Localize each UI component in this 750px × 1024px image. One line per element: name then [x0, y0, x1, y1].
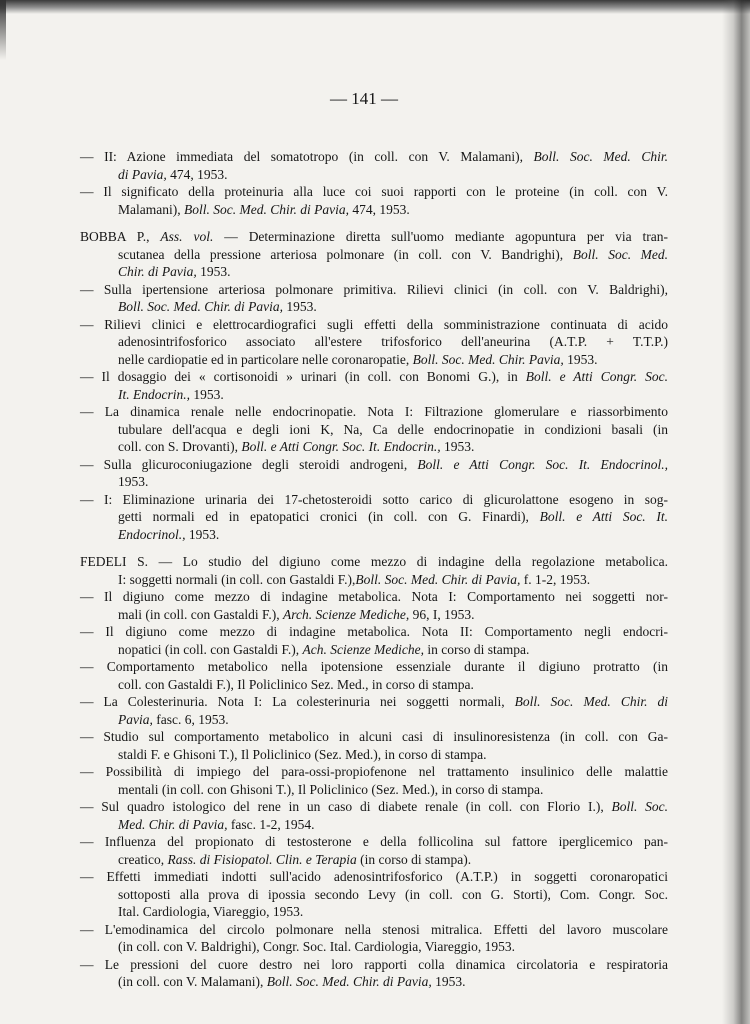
journal-citation: Boll. Soc. Med. Chir.: [533, 149, 668, 164]
entry-text: 1953.: [563, 351, 598, 367]
bibliography-entry: [80, 956, 668, 991]
bibliography-entry: [80, 588, 668, 623]
bibliography-entry: [80, 281, 668, 316]
bibliography-entry: [80, 763, 668, 798]
journal-citation: Boll. Soc.: [611, 799, 668, 814]
entry-line: [80, 676, 668, 694]
entry-line: [80, 693, 668, 711]
section-fedeli: [80, 553, 668, 991]
entry-text: (in corso di stampa).: [356, 851, 472, 867]
entry-text: — Il digiuno come mezzo di indagine metabolica. Nota II: Comportamento negli endocri-: [80, 624, 668, 639]
entry-line: [80, 491, 668, 509]
bibliography-entry: [80, 868, 668, 921]
entry-text: tubulare dell'acqua e degli ioni K, Na, Ca delle endocrinopatie in condizioni basali (in: [118, 421, 668, 437]
journal-citation: Boll. Soc. Med. Chir. di: [514, 694, 668, 709]
entry-line: [80, 921, 668, 939]
entry-line: [80, 973, 668, 991]
journal-citation: Med. Chir. di Pavia,: [118, 816, 228, 832]
entry-text: 1953.: [185, 526, 220, 542]
entry-text: 1953.: [431, 974, 466, 989]
page-number: — 141 —: [330, 89, 398, 108]
entry-line: [80, 456, 668, 474]
journal-citation: Boll. e Atti Congr. Soc.: [525, 369, 669, 384]
journal-citation: di Pavia,: [118, 166, 167, 182]
entry-text: 1953.: [118, 474, 149, 489]
entry-line: [80, 526, 668, 544]
entry-line: [80, 148, 668, 166]
entry-line: [80, 351, 668, 369]
entry-text: scutanea della pressione arteriosa polmonare (in coll. con V. Bandrighi),: [118, 246, 573, 262]
entry-text: 1953.: [282, 299, 317, 314]
bibliography-entry: [80, 183, 668, 218]
entry-text: — Studio sul comportamento metabolico in alcuni casi di insulinoresistenza (in coll. con Ga-: [80, 729, 668, 744]
entry-line: [80, 316, 668, 334]
entry-line: [80, 606, 668, 624]
entry-text: — Rilievi clinici e elettrocardiografici sugli effetti della somministrazione continuata di acido: [80, 316, 668, 332]
entry-text: Malamani),: [118, 201, 184, 217]
entry-text: 474, 1953.: [166, 166, 228, 182]
bibliography-entry: [80, 693, 668, 728]
entry-line: [80, 833, 668, 851]
entry-text: — Il dosaggio dei « cortisonoidi » urinari (in coll. con Bonomi G.), in: [80, 369, 526, 384]
entry-text: BOBBA P.,: [80, 229, 161, 244]
entry-line: [80, 473, 668, 491]
entry-text: adenosintrifosforico associato all'estere trifosforico dell'aneurina (A.T.P. + T.T.P.): [118, 334, 668, 349]
bibliography-entry: [80, 798, 668, 833]
entry-text: (in coll. con V. Malamani),: [118, 974, 267, 989]
entry-text: — Sulla ipertensione arteriosa polmonare primitiva. Rilievi clinici (in coll. con V. Baldrighi),: [80, 281, 668, 297]
entry-line: [80, 508, 668, 526]
entry-line: [80, 298, 668, 316]
journal-citation: Boll. Soc. Med. Chir. di Pavia,: [266, 974, 432, 989]
bibliography-entry: [80, 658, 668, 693]
entry-text: mentali (in coll. con Ghisoni T.), Il Policlinico (Sez. Med.), in corso di stampa.: [118, 781, 544, 797]
entry-line: [80, 263, 668, 281]
entry-line: [80, 763, 668, 781]
entry-text: nopatici (in coll. con Gastaldi F.),: [118, 641, 303, 657]
entry-text: — Determinazione diretta sull'uomo mediante agopuntura per via tran-: [213, 229, 668, 244]
bibliography-entry: [80, 553, 668, 588]
entry-line: [80, 588, 668, 606]
journal-citation: Ass. vol.: [160, 229, 214, 244]
entry-line: [80, 956, 668, 974]
journal-citation: Endocrinol.,: [118, 526, 186, 542]
entry-text: — Il significato della proteinuria alla luce coi suoi rapporti con le proteine (in coll. con V.: [80, 184, 668, 199]
bibliography-entry: [80, 833, 668, 868]
journal-citation: Arch. Scienze Mediche,: [283, 606, 410, 622]
entry-line: [80, 798, 668, 816]
entry-text: creatico,: [118, 851, 168, 867]
scan-edge-right: [722, 0, 750, 1024]
entry-line: [80, 246, 668, 264]
entry-line: [80, 711, 668, 729]
entry-line: [80, 903, 668, 921]
entry-text: 474, 1953.: [348, 201, 410, 217]
entry-text: — II: Azione immediata del somatotropo (in coll. con V. Malamani),: [80, 149, 534, 164]
entry-text: — Le pressioni del cuore destro nei loro rapporti colla dinamica circolatoria e respiratoria: [80, 956, 668, 972]
entry-line: [80, 553, 668, 571]
entry-text: FEDELI S. — Lo studio del digiuno come mezzo di indagine della regolazione metabolica.: [80, 554, 668, 569]
entry-text: — Sulla glicuroconiugazione degli steroidi androgeni,: [80, 456, 418, 472]
journal-citation: Boll. e Atti Congr. Soc. It. Endocrinol.,: [417, 456, 668, 472]
entry-line: [80, 438, 668, 456]
entry-line: [80, 571, 668, 589]
journal-citation: Boll. Soc. Med.: [572, 246, 668, 262]
entry-line: [80, 868, 668, 886]
journal-citation: Boll. Soc. Med. Chir. di Pavia,: [183, 201, 349, 217]
entry-line: [80, 333, 668, 351]
entry-line: [80, 183, 668, 201]
entry-line: [80, 816, 668, 834]
entry-text: coll. con S. Drovanti),: [118, 439, 242, 454]
journal-citation: Chir. di Pavia,: [118, 264, 197, 279]
entry-text: Ital. Cardiologia, Viareggio, 1953.: [118, 904, 304, 919]
entry-line: [80, 728, 668, 746]
entry-line: [80, 781, 668, 799]
journal-citation: Boll. e Atti Congr. Soc. It. Endocrin.,: [241, 439, 441, 454]
entry-text: 1953.: [440, 439, 475, 454]
entry-line: [80, 641, 668, 659]
entry-line: [80, 938, 668, 956]
bibliography-entry: [80, 403, 668, 456]
entry-text: — Sul quadro istologico del rene in un caso di diabete renale (in coll. con Florio I.),: [80, 799, 612, 814]
journal-citation: Boll. e Atti Soc. It.: [539, 509, 668, 524]
entry-line: [80, 201, 668, 219]
entry-text: — I: Eliminazione urinaria dei 17-chetosteroidi sotto carico di glicurolattone esogeno in sog-: [80, 491, 668, 507]
entry-text: — Effetti immediati indotti sull'acido adenosintrifosforico (A.T.P.) in soggetti coronaropatici: [80, 869, 668, 884]
entry-text: coll. con Gastaldi F.), Il Policlinico Sez. Med., in corso di stampa.: [118, 676, 474, 692]
bibliography-entry: [80, 728, 668, 763]
journal-citation: Pavia,: [118, 711, 153, 727]
entry-text: sottoposti alla prova di ipossia secondo Levy (in coll. con G. Storti), Com. Congr. Soc.: [118, 886, 668, 902]
entry-text: staldi F. e Ghisoni T.), Il Policlinico (Sez. Med.), in corso di stampa.: [118, 746, 487, 762]
entry-line: [80, 851, 668, 869]
entry-line: [80, 421, 668, 439]
section-continued-entries: [80, 148, 668, 218]
bibliography-entry: [80, 491, 668, 544]
bibliography-entry: [80, 623, 668, 658]
entry-text: I: soggetti normali (in coll. con Gastaldi F.),: [118, 571, 356, 587]
bibliography-entry: [80, 921, 668, 956]
entry-text: — La Colesterinuria. Nota I: La colesterinuria nei soggetti normali,: [80, 694, 515, 709]
journal-citation: Ach. Scienze Mediche,: [302, 641, 424, 657]
entry-line: [80, 746, 668, 764]
entry-line: [80, 166, 668, 184]
entry-text: 1953.: [196, 264, 231, 279]
entry-text: — L'emodinamica del circolo polmonare nella stenosi mitralica. Effetti del lavoro muscolare: [80, 921, 668, 937]
entry-text: f. 1-2, 1953.: [520, 571, 591, 587]
journal-citation: Boll. Soc. Med. Chir. di Pavia,: [118, 299, 283, 314]
journal-citation: Boll. Soc. Med. Chir. di Pavia,: [355, 571, 521, 587]
entry-text: — Possibilità di impiego del para-ossi-propiofenone nel trattamento insulinico delle malattie: [80, 764, 668, 779]
entry-text: in corso di stampa.: [423, 641, 530, 657]
entry-text: fasc. 1-2, 1954.: [227, 816, 315, 832]
entry-line: [80, 386, 668, 404]
entry-line: [80, 623, 668, 641]
entry-text: — Influenza del propionato di testosterone e della follicolina sul fattore iperglicemico pan-: [80, 834, 668, 849]
section-bobba: [80, 228, 668, 543]
bibliography-entry: [80, 148, 668, 183]
entry-line: [80, 368, 668, 386]
journal-citation: It. Endocrin.,: [118, 386, 190, 402]
entry-text: — Comportamento metabolico nella ipotensione essenziale durante il digiuno protratto (in: [80, 659, 668, 674]
entry-line: [80, 228, 668, 246]
entry-line: [80, 658, 668, 676]
entry-text: getti normali ed in epatopatici cronici (in coll. con G. Finardi),: [118, 509, 540, 524]
entry-text: nelle cardiopatie ed in particolare nelle coronaropatie,: [118, 351, 413, 367]
entry-text: 96, I, 1953.: [409, 606, 475, 622]
entry-text: (in coll. con V. Baldrighi), Congr. Soc. Ital. Cardiologia, Viareggio, 1953.: [118, 939, 516, 954]
journal-citation: Boll. Soc. Med. Chir. Pavia,: [412, 351, 564, 367]
entry-line: [80, 403, 668, 421]
bibliography-entry: [80, 316, 668, 369]
entry-text: 1953.: [190, 386, 224, 402]
bibliography-entry: [80, 368, 668, 403]
entry-text: mali (in coll. con Gastaldi F.),: [118, 606, 284, 622]
entry-line: [80, 281, 668, 299]
bibliography-entry: [80, 228, 668, 281]
bibliography-entry: [80, 456, 668, 491]
entry-text: — Il digiuno come mezzo di indagine metabolica. Nota I: Comportamento nei soggetti nor-: [80, 589, 668, 604]
entry-text: fasc. 6, 1953.: [152, 711, 229, 727]
entry-text: — La dinamica renale nelle endocrinopatie. Nota I: Filtrazione glomerulare e riassorbimento: [80, 404, 668, 419]
entry-line: [80, 886, 668, 904]
journal-citation: Rass. di Fisiopatol. Clin. e Terapia: [167, 851, 357, 867]
